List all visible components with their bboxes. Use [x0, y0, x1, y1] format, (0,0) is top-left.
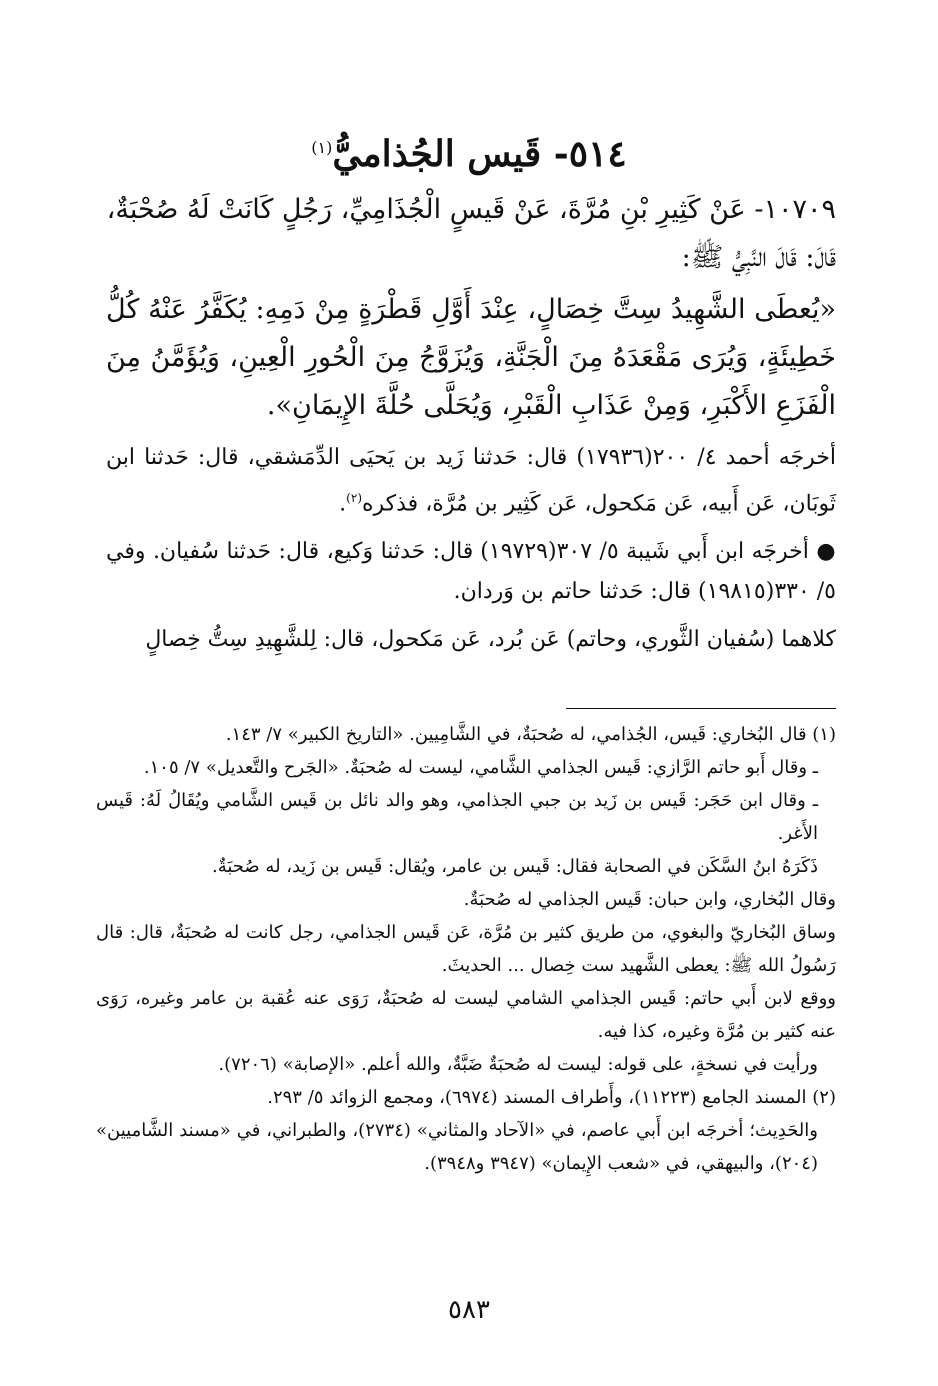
- takhrij-paragraph-3: كلاهما (سُفيان الثَّوري، وحاتم) عَن بُرد، عَن مَكحول، قال: لِلشَّهِيدِ سِتُّ خِصالٍ: [145, 627, 836, 653]
- hadith-matn: «يُعطَى الشَّهِيدُ سِتَّ خِصَالٍ، عِنْدَ أَوَّلِ قَطْرَةٍ مِنْ دَمِهِ: يُكَفَّرُ عَنْهُ كُلُّ خَطِيئَةٍ، وَيُرَى مَقْعَدَهُ مِنَ الْجَنَّةِ، وَيُزَوَّجُ مِنَ الْحُورِ الْعِينِ، وَيُؤَمَّنُ مِنَ الْفَزَعِ الأَكْبَرِ، وَمِنْ عَذَابِ الْقَبْرِ، وَيُحَلَّى حُلَّةَ الإِيمَانِ».: [106, 294, 836, 421]
- page-number: ٥٨٣: [448, 1295, 490, 1325]
- takhrij-paragraph-1: أخرجَه أحمد ٤/ ٢٠٠(١٧٩٣٦) قال: حَدثنا زَيد بن يَحيَى الدِّمَشقي، قال: حَدثنا ابن ثَوبَان، عَن أَبيه، عَن مَكحول، عَن كَثِير بن مُرَّة، فذكره$^{(٢)}$.: [106, 445, 836, 517]
- main-text: [106, 186, 836, 660]
- footnote-line: (١) قال البُخاري: قَيس، الجُذامي، له صُحبَةٌ، في الشَّامِيين. «التاريخ الكبير» ٧/ ١٤٣.: [225, 724, 836, 745]
- footnote-line: وقال البُخاري، وابن حبان: قَيس الجذامي له صُحبَةٌ.: [463, 889, 836, 910]
- chapter-footnote-ref: (١): [311, 138, 333, 157]
- chapter-heading: [0, 118, 938, 184]
- takhrij-paragraph-2: ● أخرجَه ابن أَبي شَيبة ٥/ ٣٠٧(١٩٧٢٩) قال: حَدثنا وَكيع، قال: حَدثنا سُفيان. وفي ٥/ ٣٣٠(١٩٨١٥) قال: حَدثنا حاتم بن وَردان.: [106, 539, 836, 605]
- hadith-isnad-line-2: قَالَ: قَالَ النَّبِيُّ ﷺ:: [681, 242, 836, 273]
- footnote-line: ذَكَرَهُ ابنُ السَّكَن في الصحابة فقال: قَيس بن عامر، ويُقال: قَيس بن زَيد، له صُحبَةٌ.: [212, 856, 818, 877]
- footnote-line: والحَدِيث؛ أخرجَه ابن أَبي عاصم، في «الآحاد والمثاني» (٢٧٣٤)، والطبراني، في «مسند الشَّاميين» (٢٠٤)، والبيهقي، في «شعب الإِيمان» (٣٩٤٧ و٣٩٤٨).: [96, 1120, 818, 1174]
- footnote-line: ووقع لابن أَبي حاتم: قَيس الجذامي الشامي ليست له صُحبَةٌ، رَوَى عنه عُقبة بن عامر وغيره، رَوَى عنه كثير بن مُرَّة وغيره، كذا فيه.: [96, 988, 836, 1042]
- chapter-title: ٥١٤- قَيس الجُذاميُّ: [332, 133, 627, 175]
- footnotes: [96, 718, 836, 1180]
- footnote-line: ورأيت في نسخةٍ، على قوله: ليست له صُحبَةٌ ضَبَّةٌ، والله أعلم. «الإصابة» (٧٢٠٦).: [218, 1054, 818, 1075]
- footnote-line: ـ وقال ابن حَجَر: قَيس بن زَيد بن جبي الجذامي، وهو والد نائل بن قَيس الشَّامي ويُقَالُ لَهُ: قَيس الأَغر.: [96, 790, 818, 844]
- footnote-line: ـ وقال أَبو حاتم الرَّازي: قَيس الجذامي الشَّامي، ليست له صُحبَةٌ. «الجَرح والتَّعديل» ٧/ ١٠٥.: [143, 757, 818, 778]
- footnote-line: (٢) المسند الجامع (١١٢٢٣)، وأَطراف المسند (٦٩٧٤)، ومجمع الزوائد ٥/ ٢٩٣.: [267, 1087, 836, 1108]
- footnote-line: وساق البُخاريّ والبغوي، من طريق كثير بن مُرَّة، عَن قَيس الجذامي، رجل كانت له صُحبَةٌ، قال: قال رَسُولُ الله ﷺ: يعطى الشَّهيد ست خِصال ... الحديثَ.: [96, 922, 836, 976]
- takhrij-footnote-ref: (٢): [346, 491, 362, 505]
- hadith-isnad-line-1: ١٠٧٠٩- عَنْ كَثِيرِ بْنِ مُرَّةَ، عَنْ قَيسٍ الْجُذَامِيِّ، رَجُلٍ كَانَتْ لَهُ صُحْبَةٌ،: [106, 194, 836, 225]
- footnote-separator: [566, 708, 836, 709]
- takhrij-paragraph-1-text: أخرجَه أحمد ٤/ ٢٠٠(١٧٩٣٦) قال: حَدثنا زَيد بن يَحيَى الدِّمَشقي، قال: حَدثنا ابن ثَوبَان، عَن أَبيه، عَن مَكحول، عَن كَثِير بن مُرَّة، فذكره: [106, 445, 836, 517]
